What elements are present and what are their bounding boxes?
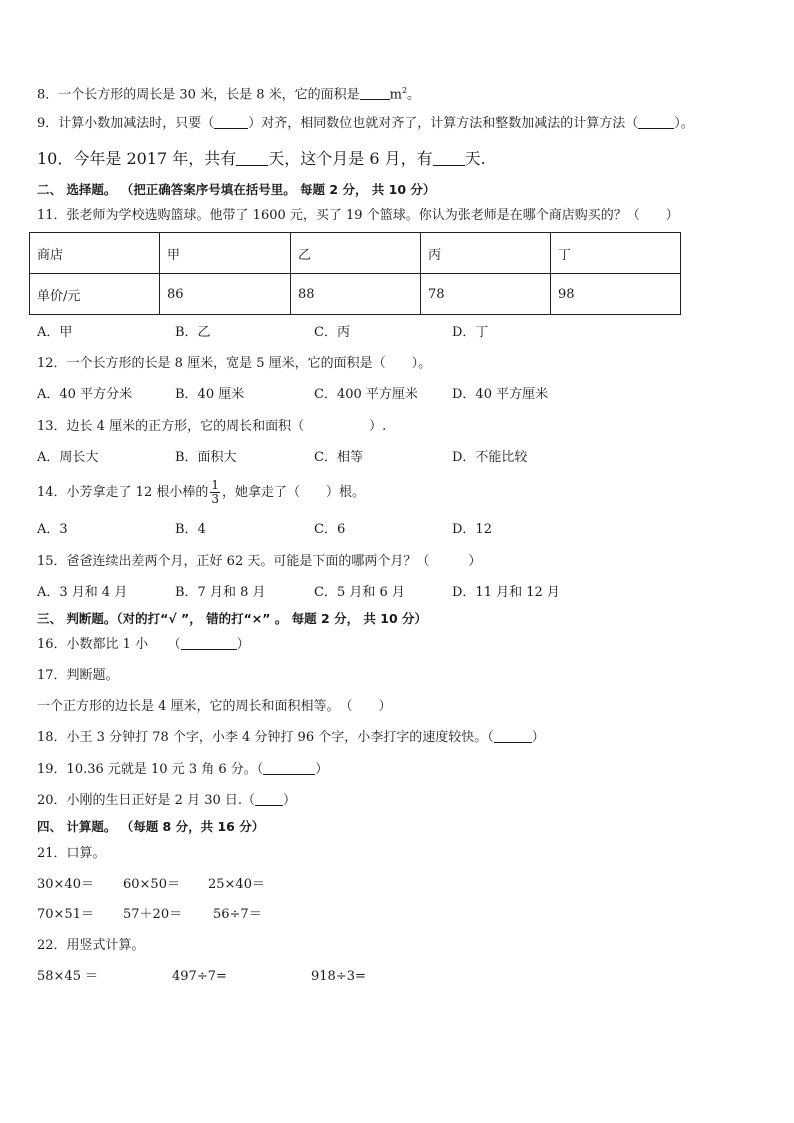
- question-10: [37, 150, 486, 168]
- question-16-text-b: ）: [236, 637, 250, 652]
- price-table: [29, 232, 681, 315]
- question-8-text: 8．一个长方形的周长是 30 米，长是 8 米，它的面积是: [37, 87, 360, 103]
- option-a[interactable]: A．40 平方分米: [37, 387, 133, 402]
- question-20: [37, 792, 296, 810]
- mental-math-item: 57＋20＝: [123, 907, 183, 922]
- option-d[interactable]: D．不能比较: [452, 450, 528, 465]
- option-c[interactable]: C．相等: [314, 450, 363, 465]
- question-18-text-a: 18．小王 3 分钟打 78 个字，小李 4 分钟打 96 个字，小李打字的速度较快。（: [37, 730, 494, 745]
- table-cell: 单价/元: [30, 274, 160, 315]
- option-a[interactable]: A．周长大: [37, 450, 99, 465]
- question-21-title: 21．口算。: [37, 846, 106, 861]
- table-row: [30, 233, 681, 274]
- answer-blank[interactable]: [263, 762, 315, 775]
- question-18-text-b: ）: [531, 730, 545, 745]
- answer-blank[interactable]: [236, 153, 268, 166]
- table-cell: 甲: [160, 233, 291, 274]
- answer-blank[interactable]: [214, 116, 248, 129]
- question-20-text-b: ）: [283, 793, 297, 808]
- option-d[interactable]: D．12: [452, 522, 492, 537]
- option-b[interactable]: B．乙: [175, 325, 211, 340]
- question-9-text-a: 9．计算小数加减法时，只要（: [37, 116, 215, 131]
- mental-math-item: 60×50＝: [123, 877, 180, 892]
- question-9-text-b: ）对齐，相同数位也就对齐了，计算方法和整数加减法的计算方法（: [248, 116, 639, 131]
- option-b[interactable]: B．4: [175, 522, 206, 537]
- table-cell: 88: [291, 274, 421, 315]
- section-2-heading: 二、 选择题。 （把正确答案序号填在括号里。 每题 2 分， 共 10 分）: [37, 182, 436, 197]
- question-14-text-a: 14．小芳拿走了 12 根小棒的: [37, 485, 209, 500]
- mental-math-item: 25×40＝: [208, 877, 265, 892]
- answer-blank[interactable]: [433, 153, 465, 166]
- option-b[interactable]: B．面积大: [175, 450, 237, 465]
- table-cell: 丙: [421, 233, 551, 274]
- vertical-calc-item: 497÷7=: [172, 969, 227, 984]
- table-cell: 乙: [291, 233, 421, 274]
- option-b[interactable]: B．40 厘米: [175, 387, 245, 402]
- question-14-text-b: ，她拿走了（ ）根。: [222, 485, 366, 500]
- mental-math-item: 70×51＝: [37, 907, 94, 922]
- answer-blank[interactable]: [255, 793, 283, 806]
- question-13-text: 13．边长 4 厘米的正方形，它的周长和面积（ ）.: [37, 419, 387, 434]
- question-10-text-a: 10．今年是 2017 年，共有: [37, 149, 237, 168]
- question-16-text-a: 16．小数都比 1 小 （: [37, 637, 181, 652]
- option-c[interactable]: C．丙: [314, 325, 350, 340]
- table-cell: 86: [160, 274, 291, 315]
- answer-blank[interactable]: [494, 730, 532, 743]
- question-9: [37, 115, 694, 133]
- section-3-heading: 三、 判断题。（对的打“√ ”， 错的打“×” 。 每题 2 分， 共 10 分）: [37, 611, 428, 626]
- option-a[interactable]: A．甲: [37, 325, 73, 340]
- option-d[interactable]: D．11 月和 12 月: [452, 585, 560, 600]
- table-row: [30, 274, 681, 315]
- option-d[interactable]: D．40 平方厘米: [452, 387, 549, 402]
- question-19: [37, 761, 328, 779]
- option-c[interactable]: C．6: [314, 522, 346, 537]
- question-12-text: 12．一个长方形的长是 8 厘米，宽是 5 厘米，它的面积是（ ）。: [37, 356, 432, 371]
- table-cell: 丁: [551, 233, 681, 274]
- option-c[interactable]: C．400 平方厘米: [314, 387, 418, 402]
- table-cell: 78: [421, 274, 551, 315]
- section-4-heading: 四、 计算题。 （每题 8 分，共 16 分）: [37, 819, 265, 834]
- answer-blank[interactable]: [360, 87, 390, 100]
- question-22-title: 22．用竖式计算。: [37, 938, 145, 953]
- fraction: [210, 479, 220, 506]
- question-17-title: 17．判断题。: [37, 668, 119, 683]
- vertical-calc-item: 918÷3=: [311, 969, 366, 984]
- question-19-text-b: ）: [315, 762, 329, 777]
- option-a[interactable]: A．3 月和 4 月: [37, 585, 128, 600]
- question-16: [37, 636, 250, 654]
- answer-blank[interactable]: [638, 116, 674, 129]
- question-9-text-c: ）。: [674, 116, 694, 131]
- question-18: [37, 729, 545, 747]
- fraction-numerator: 1: [211, 478, 219, 492]
- question-15-text: 15．爸爸连续出差两个月，正好 62 天。可能是下面的哪两个月？（ ）: [37, 554, 482, 569]
- table-cell: 98: [551, 274, 681, 315]
- question-10-text-c: 天.: [464, 149, 486, 168]
- question-8: [37, 82, 420, 104]
- option-c[interactable]: C．5 月和 6 月: [314, 585, 405, 600]
- option-b[interactable]: B．7 月和 8 月: [175, 585, 266, 600]
- option-d[interactable]: D．丁: [452, 325, 489, 340]
- fraction-denominator: 3: [211, 492, 219, 506]
- question-11-text: 11．张老师为学校选购篮球。他带了 1600 元，买了 19 个篮球。你认为张老师是在哪个商店购买的？（ ）: [37, 208, 679, 223]
- question-20-text-a: 20．小刚的生日正好是 2 月 30 日.（: [37, 793, 256, 808]
- question-14: [37, 478, 365, 508]
- mental-math-item: 30×40＝: [37, 877, 94, 892]
- vertical-calc-item: 58×45 ＝: [37, 969, 99, 984]
- question-10-text-b: 天，这个月是 6 月，有: [268, 149, 433, 168]
- question-19-text-a: 19．10.36 元就是 10 元 3 角 6 分。（: [37, 762, 264, 777]
- punctuation: 。: [407, 87, 421, 103]
- question-17-text: 一个正方形的边长是 4 厘米，它的周长和面积相等。 （ ）: [37, 699, 392, 714]
- answer-blank[interactable]: [181, 637, 237, 650]
- unit-text: m: [389, 87, 402, 103]
- table-cell: 商店: [30, 233, 160, 274]
- unit-superscript: 2: [401, 86, 408, 95]
- option-a[interactable]: A．3: [37, 522, 68, 537]
- mental-math-item: 56÷7＝: [213, 907, 262, 922]
